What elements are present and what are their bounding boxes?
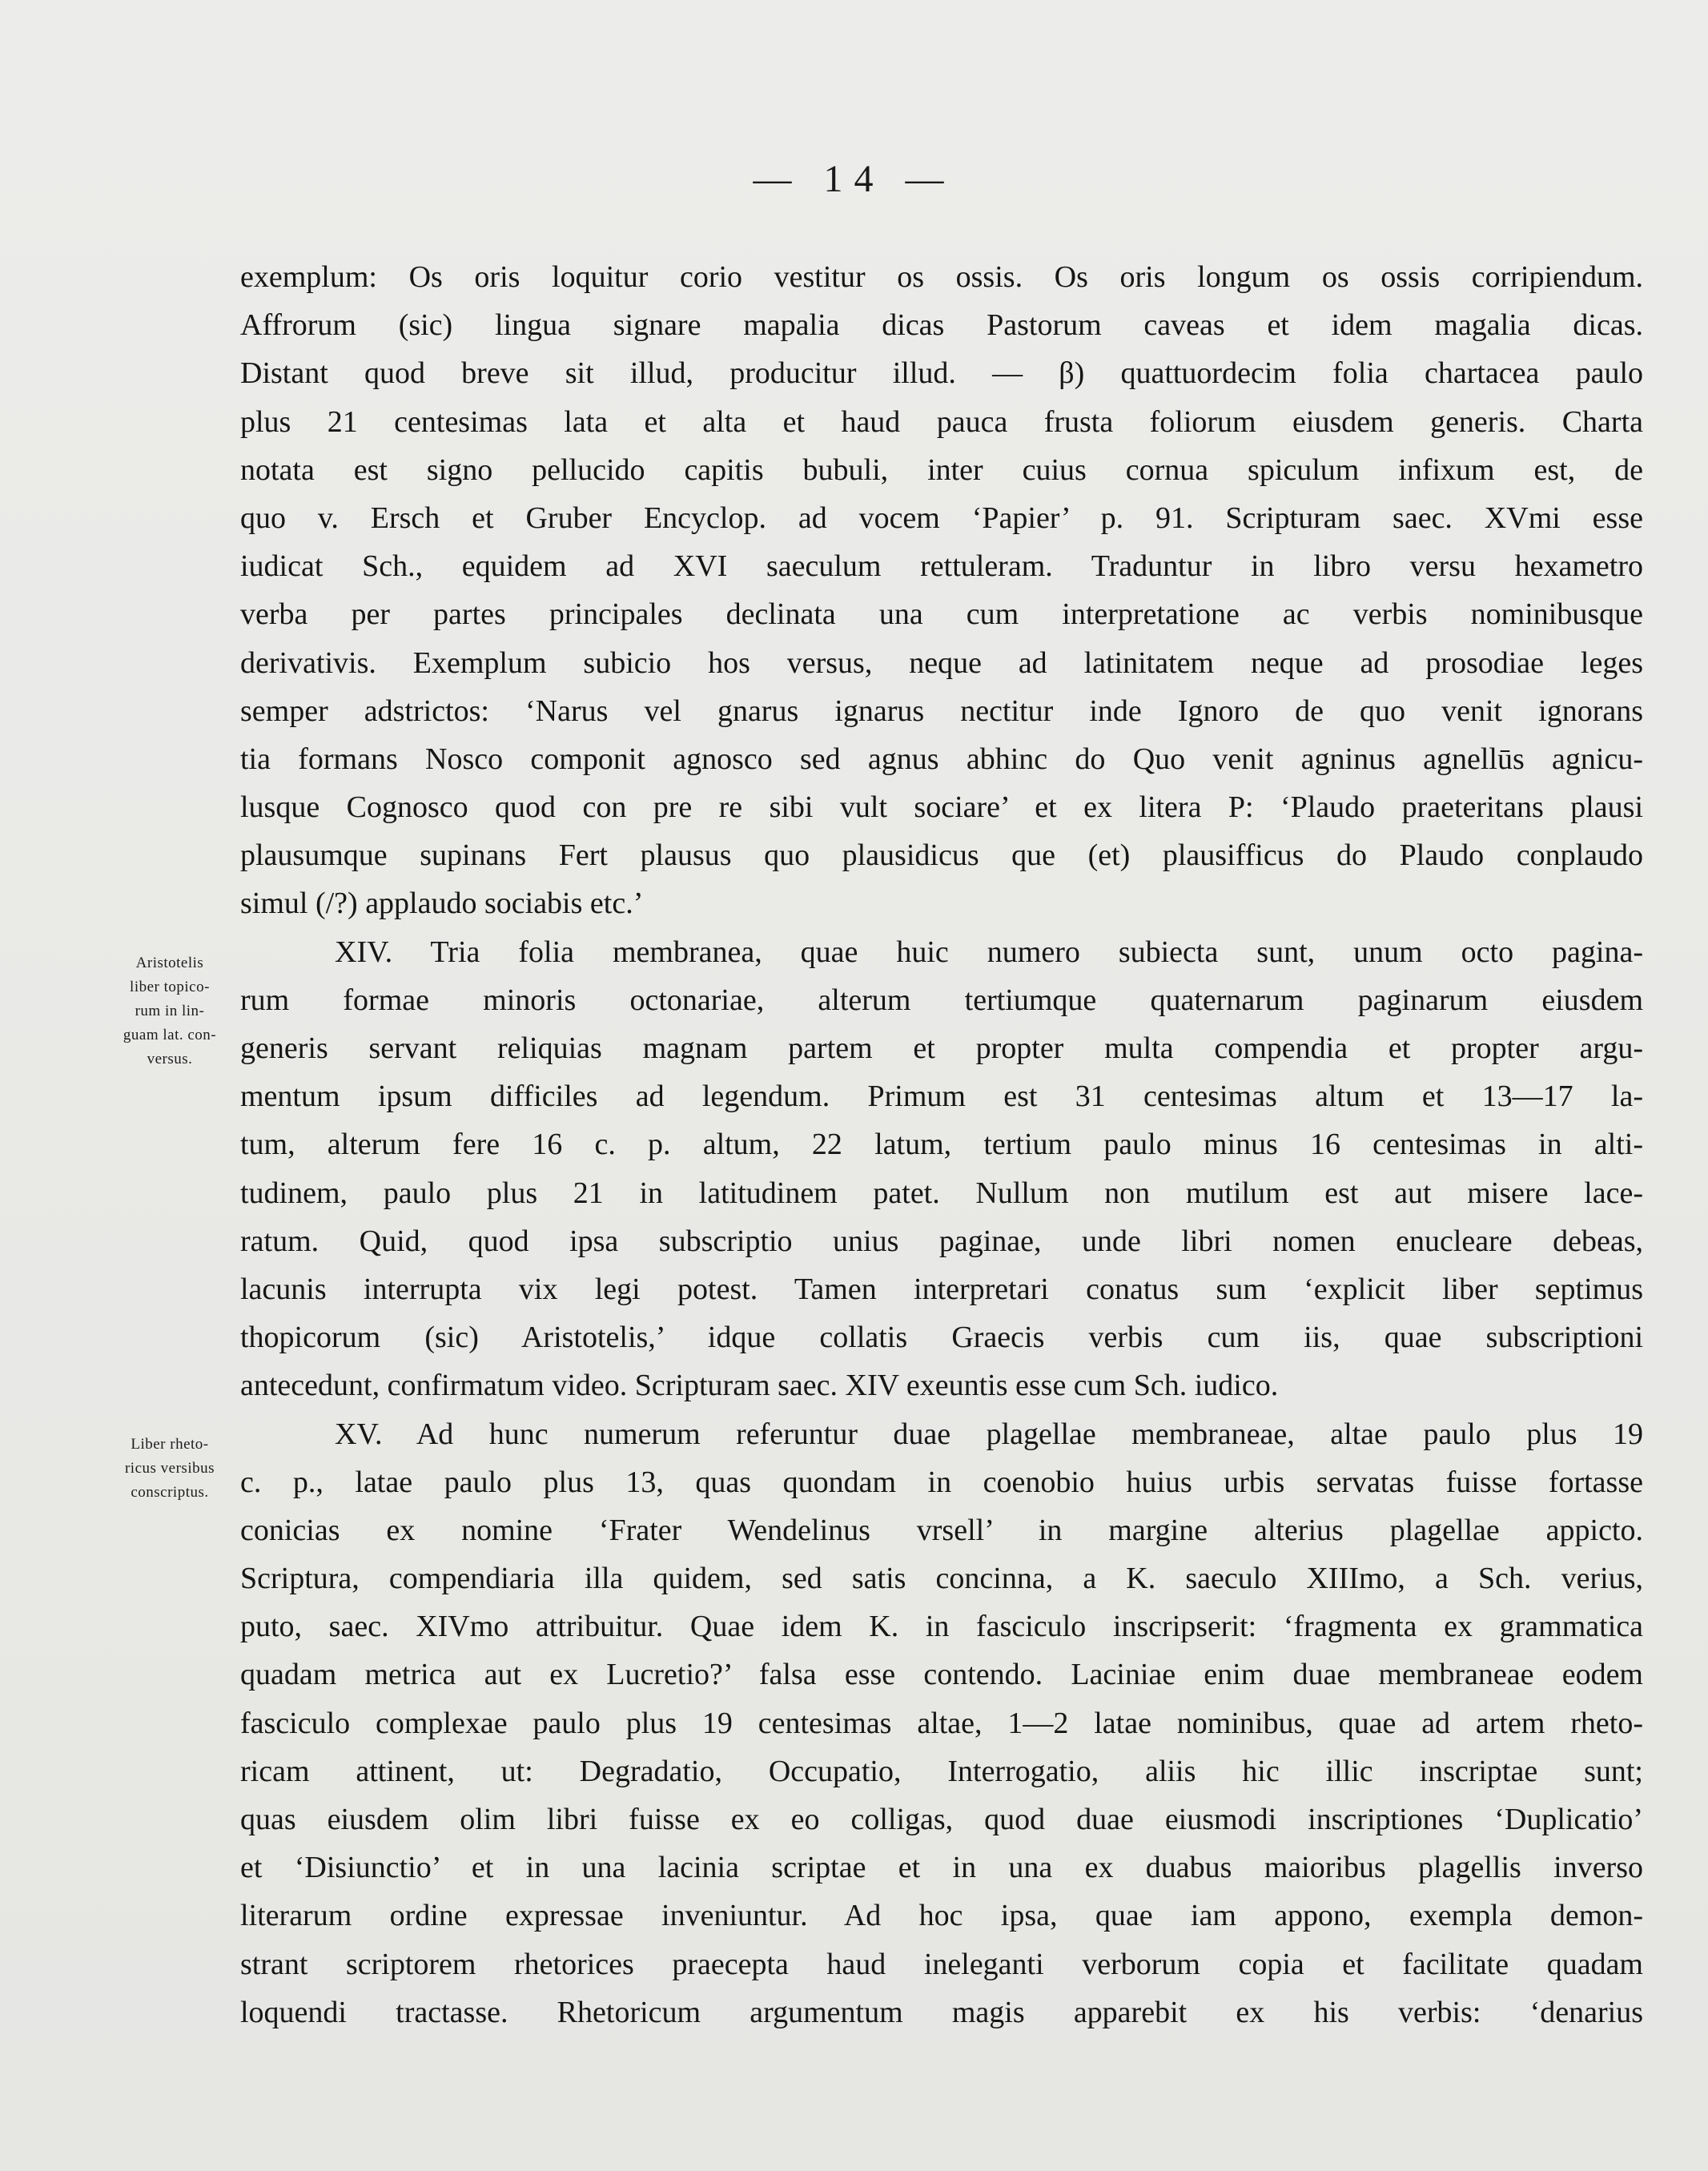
text-line: et ‘Disiunctio’ et in una lacinia scriptae et in una ex duabus maioribus plagellis inverso xyxy=(240,1851,1643,1885)
margin-note-liber-rhetoricus xyxy=(94,1433,245,1505)
margin-note-aristotelis xyxy=(94,951,245,1071)
text-line: literarum ordine expressae inveniuntur. Ad hoc ipsa, quae iam appono, exempla demon- xyxy=(240,1899,1643,1933)
text-line: verba per partes principales declinata una cum interpretatione ac verbis nominibusque xyxy=(240,597,1643,632)
text-line: antecedunt, confirmatum video. Scripturam saec. XIV exeuntis esse cum Sch. iudico. xyxy=(240,1369,1279,1403)
text-line: puto, saec. XIVmo attribuitur. Quae idem K. in fasciculo inscripserit: ‘fragmenta ex grammatica xyxy=(240,1610,1643,1644)
margin-note-line: conscriptus. xyxy=(131,1484,209,1501)
text-line: quas eiusdem olim libri fuisse ex eo colligas, quod duae eiusmodi inscriptiones ‘Duplicatio’ xyxy=(240,1803,1643,1836)
text-line: loquendi tractasse. Rhetoricum argumentum magis apparebit ex his verbis: ‘denarius xyxy=(240,1995,1643,2029)
text-line: generis servant reliquias magnam partem et propter multa compendia et propter argu- xyxy=(240,1031,1643,1065)
margin-note-line: versus. xyxy=(147,1051,193,1067)
paragraph-start-xiv: XIV. Tria folia membranea, quae huic numero subiecta sunt, unum octo pagina- xyxy=(335,935,1643,969)
text-line: plausumque supinans Fert plausus quo plausidicus que (et) plausifficus do Plaudo conplaudo xyxy=(240,838,1643,873)
text-line: mentum ipsum difficiles ad legendum. Primum est 31 centesimas altum et 13—17 la- xyxy=(240,1079,1643,1114)
body-text xyxy=(240,253,1643,2036)
margin-note-line: liber topico- xyxy=(130,979,210,995)
text-line: quo v. Ersch et Gruber Encyclop. ad vocem ‘Papier’ p. 91. Scripturam saec. XVmi esse xyxy=(240,501,1643,535)
margin-note-line: guam lat. con- xyxy=(123,1027,217,1043)
text-line: tudinem, paulo plus 21 in latitudinem patet. Nullum non mutilum est aut misere lace- xyxy=(240,1176,1643,1210)
text-line: strant scriptorem rhetorices praecepta haud ineleganti verborum copia et facilitate quadam xyxy=(240,1947,1643,1981)
text-line: c. p., latae paulo plus 13, quas quondam in coenobio huius urbis servatas fuisse fortasse xyxy=(240,1465,1643,1499)
margin-note-line: Liber rheto- xyxy=(131,1436,209,1453)
text-line: Scriptura, compendiaria illa quidem, sed satis concinna, a K. saeculo XIIImo, a Sch. verius, xyxy=(240,1562,1643,1596)
margin-note-line: Aristotelis xyxy=(135,955,204,971)
text-line: lacunis interrupta vix legi potest. Tamen interpretari conatus sum ‘explicit liber septimus xyxy=(240,1272,1643,1306)
text-line: notata est signo pellucido capitis bubuli, inter cuius cornua spiculum infixum est, de xyxy=(240,452,1643,487)
page-number: — 14 — xyxy=(753,158,955,200)
text-line: ricam attinent, ut: Degradatio, Occupatio, Interrogatio, aliis hic illic inscriptae sunt; xyxy=(240,1754,1643,1788)
text-line: lusque Cognosco quod con pre re sibi vult sociare’ et ex litera P: ‘Plaudo praeteritans plausi xyxy=(240,790,1643,825)
margin-note-line: rum in lin- xyxy=(135,1003,205,1019)
text-line: tia formans Nosco componit agnosco sed agnus abhinc do Quo venit agninus agnellūs agnicu- xyxy=(240,742,1643,776)
text-line: derivativis. Exemplum subicio hos versus, neque ad latinitatem neque ad prosodiae leges xyxy=(240,645,1643,680)
text-line: ratum. Quid, quod ipsa subscriptio unius paginae, unde libri nomen enucleare debeas, xyxy=(240,1224,1643,1258)
margin-note-line: ricus versibus xyxy=(124,1460,215,1477)
text-line: simul (/?) applaudo sociabis etc.’ xyxy=(240,886,644,921)
text-line: Affrorum (sic) lingua signare mapalia dicas Pastorum caveas et idem magalia dicas. xyxy=(240,308,1643,343)
text-line: thopicorum (sic) Aristotelis,’ idque collatis Graecis verbis cum iis, quae subscriptioni xyxy=(240,1321,1643,1355)
text-line: quadam metrica aut ex Lucretio?’ falsa esse contendo. Laciniae enim duae membraneae eodem xyxy=(240,1658,1643,1692)
text-line: Distant quod breve sit illud, producitur illud. — β) quattuordecim folia chartacea paulo xyxy=(240,356,1643,391)
text-line: exemplum: Os oris loquitur corio vestitur os ossis. Os oris longum os ossis corripiendum. xyxy=(240,260,1643,294)
text-line: iudicat Sch., equidem ad XVI saeculum rettuleram. Traduntur in libro versu hexametro xyxy=(240,549,1643,584)
text-line: plus 21 centesimas lata et alta et haud pauca frusta foliorum eiusdem generis. Charta xyxy=(240,404,1643,439)
text-line: tum, alterum fere 16 c. p. altum, 22 latum, tertium paulo minus 16 centesimas in alti- xyxy=(240,1128,1643,1162)
text-line: rum formae minoris octonariae, alterum tertiumque quaternarum paginarum eiusdem xyxy=(240,983,1643,1017)
text-line: semper adstrictos: ‘Narus vel gnarus ignarus nectitur inde Ignoro de quo venit ignorans xyxy=(240,694,1643,728)
paragraph-start-xv: XV. Ad hunc numerum referuntur duae plagellae membraneae, altae paulo plus 19 xyxy=(335,1417,1643,1451)
text-line: conicias ex nomine ‘Frater Wendelinus vrsell’ in margine alterius plagellae appicto. xyxy=(240,1513,1643,1547)
text-line: fasciculo complexae paulo plus 19 centesimas altae, 1—2 latae nominibus, quae ad artem rheto- xyxy=(240,1706,1643,1740)
